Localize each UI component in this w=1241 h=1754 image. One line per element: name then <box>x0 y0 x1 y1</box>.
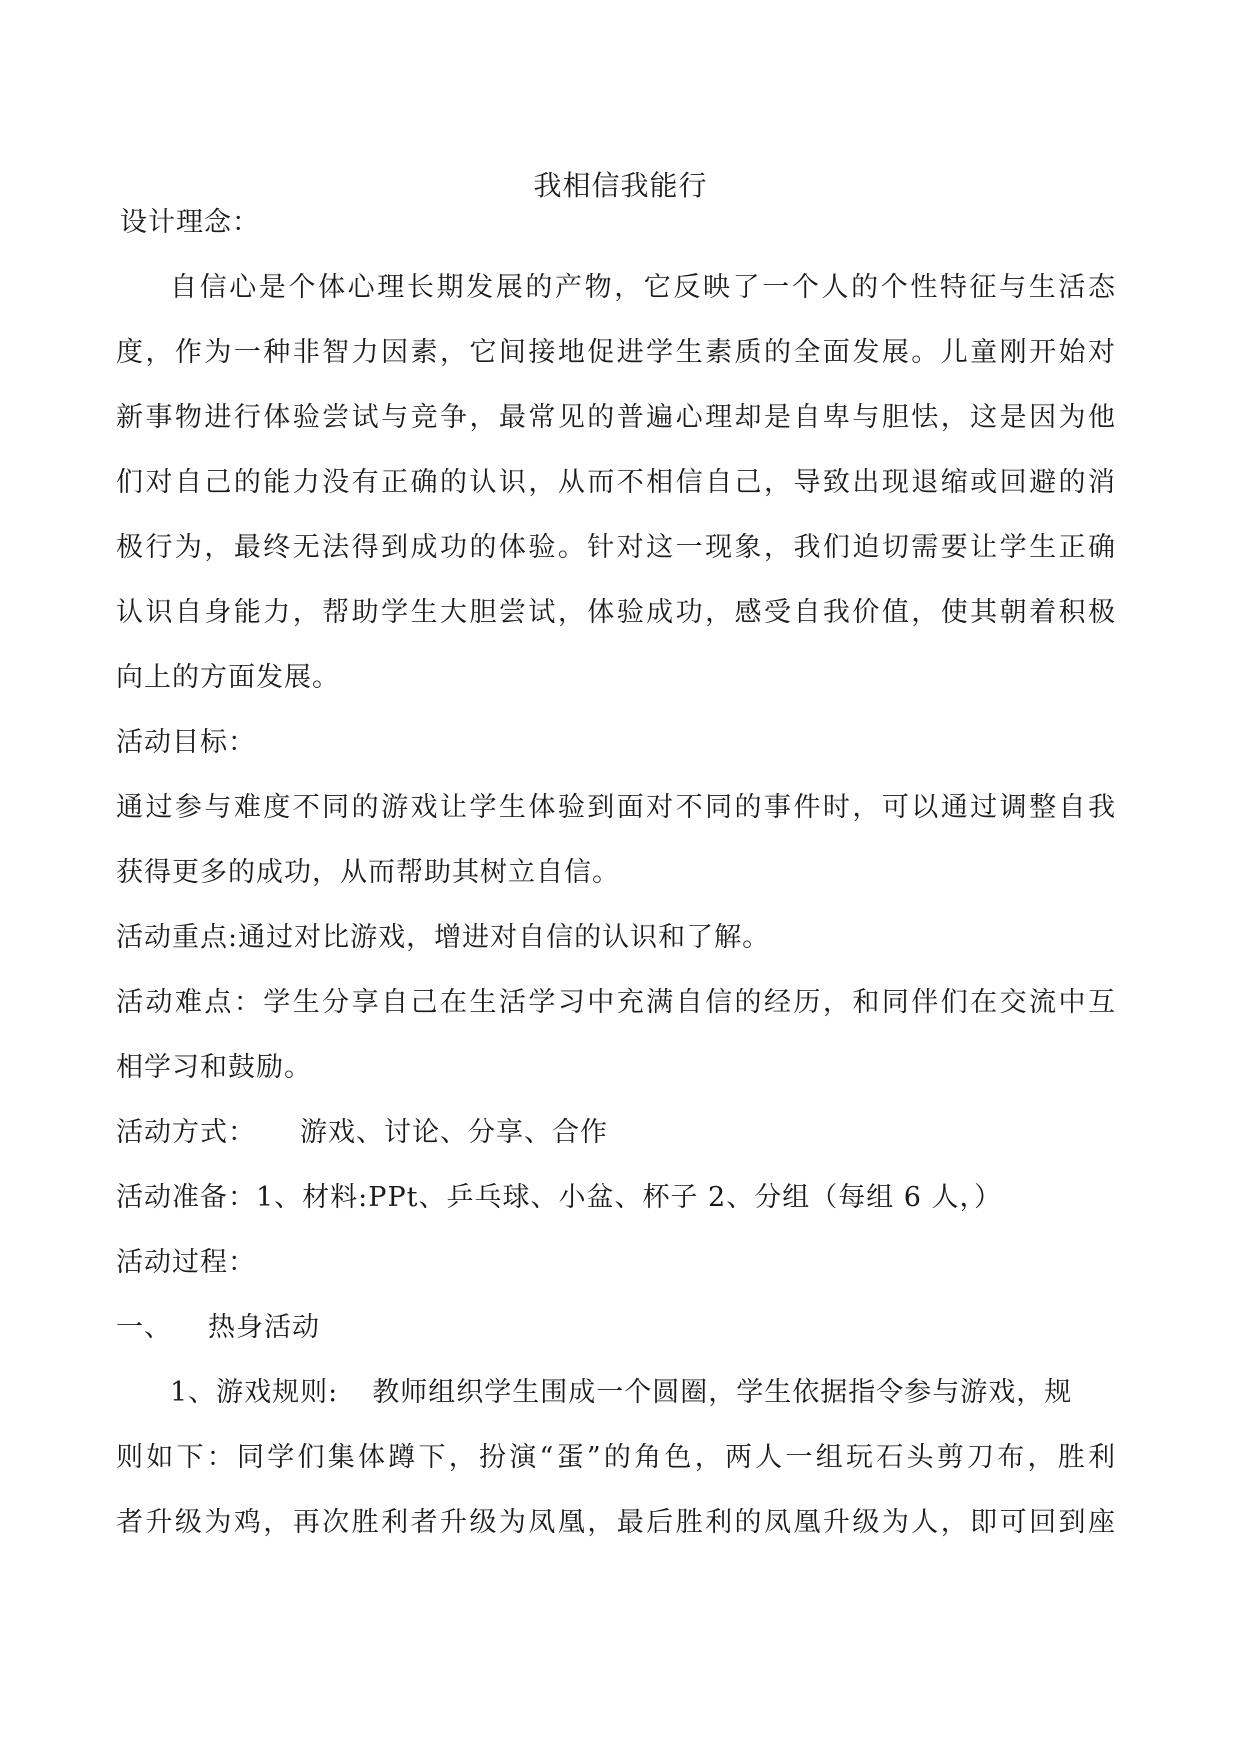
paragraph-line: 向上的方面发展。 <box>116 662 340 693</box>
rule-label: 1、游戏规则: <box>170 1377 339 1408</box>
paragraph-line: 新事物进行体验尝试与竞争，最常见的普遍心理却是自卑与胆怯，这是因为他 <box>116 402 1116 433</box>
section-heading <box>116 1295 1116 1360</box>
activity-difficulty-line: 活动难点：学生分享自己在生活学习中充满自信的经历，和同伴们在交流中互 <box>116 987 1116 1018</box>
paragraph-line: 自信心是个体心理长期发展的产物，它反映了一个人的个性特征与生活态 <box>170 272 1116 303</box>
section-number: 一、 <box>116 1312 172 1343</box>
activity-method <box>116 1100 1116 1165</box>
activity-method-value: 游戏、讨论、分享、合作 <box>300 1117 608 1148</box>
activity-goal-heading: 活动目标： <box>116 727 256 758</box>
activity-prep: 活动准备：1、材料:PPt、乒乓球、小盆、杯子 2、分组（每组 6 人，） <box>116 1182 1003 1213</box>
paragraph-line: 获得更多的成功，从而帮助其树立自信。 <box>116 857 620 888</box>
paragraph-line: 们对自己的能力没有正确的认识，从而不相信自己，导致出现退缩或回避的消 <box>116 467 1116 498</box>
activity-goal-section <box>116 710 1116 1555</box>
rule-text: 教师组织学生围成一个圆圈，学生依据指令参与游戏，规 <box>372 1377 1073 1408</box>
paragraph-line: 者升级为鸡，再次胜利者升级为凤凰，最后胜利的凤凰升级为人，即可回到座 <box>116 1507 1116 1538</box>
paragraph-line: 通过参与难度不同的游戏让学生体验到面对不同的事件时，可以通过调整自我 <box>116 792 1116 823</box>
rule-line <box>116 1360 1116 1425</box>
paragraph-line: 度，作为一种非智力因素，它间接地促进学生素质的全面发展。儿童刚开始对 <box>116 337 1116 368</box>
activity-difficulty-line: 相学习和鼓励。 <box>116 1052 312 1083</box>
activity-focus: 活动重点:通过对比游戏，增进对自信的认识和了解。 <box>116 922 771 953</box>
section-title: 热身活动 <box>208 1312 320 1343</box>
design-concept-heading: 设计理念： <box>120 207 260 238</box>
paragraph-line: 则如下：同学们集体蹲下，扮演“蛋”的角色，两人一组玩石头剪刀布，胜利 <box>116 1442 1116 1473</box>
paragraph-line: 认识自身能力，帮助学生大胆尝试，体验成功，感受自我价值，使其朝着积极 <box>116 597 1116 628</box>
activity-process-heading: 活动过程： <box>116 1247 256 1278</box>
paragraph-line: 极行为，最终无法得到成功的体验。针对这一现象，我们迫切需要让学生正确 <box>116 532 1116 563</box>
document-title: 我相信我能行 <box>533 169 708 202</box>
design-concept-section <box>116 190 1116 710</box>
activity-method-label: 活动方式： <box>116 1117 256 1148</box>
